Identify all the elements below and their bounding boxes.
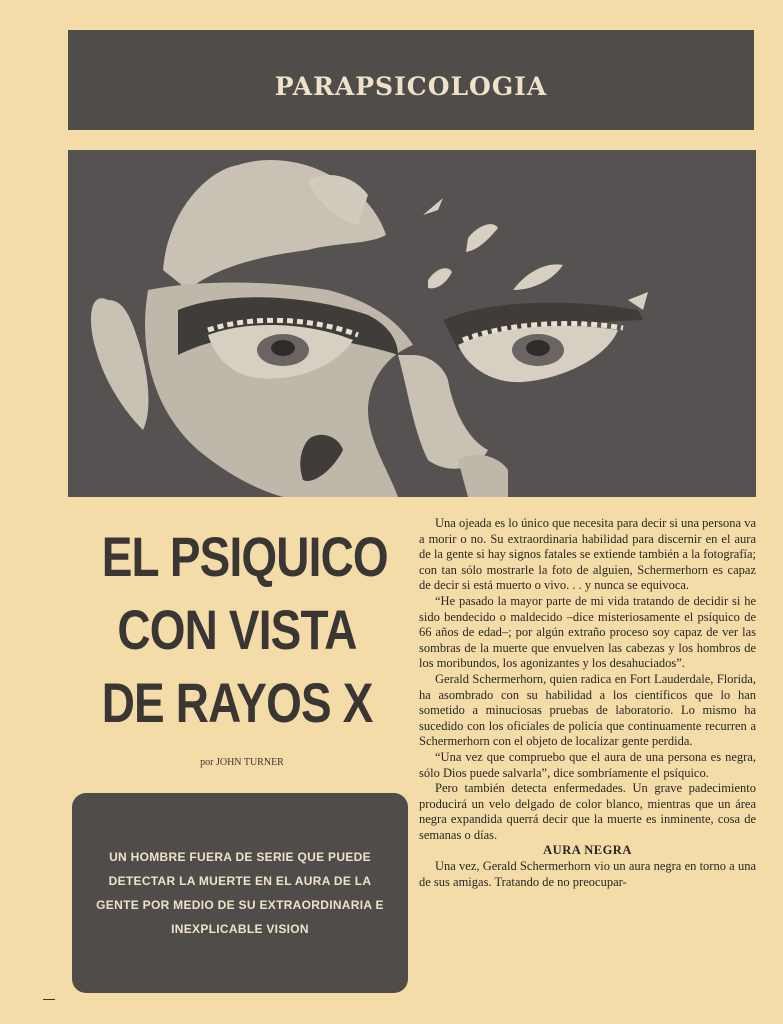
- article-subheading: AURA NEGRA: [543, 843, 632, 858]
- headline-line: EL PSIQUICO: [101, 525, 388, 588]
- article-paragraph: Una ojeada es lo único que necesita para decir si una persona va a morir o no. Su extraordinaria habilidad para discernir en el aura de la gente si hay signos fatales se extiende también a la fotografía; con tan sólo mostrarle la foto de alguien, Schermerhorn es capaz de decir si está muerto o vivo. . . y nunca se equivoca.: [419, 516, 756, 593]
- article-paragraph: “He pasado la mayor parte de mi vida tratando de decidir si he sido bendecido o maldecido –dice misteriosamente el psíquico de 66 años de edad–; por algún extraño proceso soy capaz de ver las sombras de la muerte que envuelven las cabezas y los hombros de los moribundos, los agonizantes y los desahuciados”.: [419, 593, 756, 671]
- hero-illustration: [68, 150, 756, 497]
- margin-mark: [43, 999, 55, 1000]
- section-banner: [68, 30, 754, 130]
- article-headline: [101, 520, 388, 739]
- glaring-face-illustration-icon: [68, 150, 756, 497]
- article-body: [419, 516, 756, 1006]
- blurb-box: [72, 793, 408, 993]
- headline-line: DE RAYOS X: [101, 671, 373, 734]
- section-title: PARAPSICOLOGIA: [274, 71, 548, 101]
- byline: por JOHN TURNER: [200, 757, 284, 768]
- blurb-text: UN HOMBRE FUERA DE SERIE QUE PUEDE DETECTAR LA MUERTE EN EL AURA DE LA GENTE POR MEDIO DE SU EXTRAORDINARIA E INEXPLICABLE VISION: [96, 850, 384, 936]
- article-paragraph: “Una vez que compruebo que el aura de una persona es negra, sólo Dios puede salvarla”, dice sombríamente el psíquico.: [419, 749, 756, 780]
- article-paragraph: Gerald Schermerhorn, quien radica en Fort Lauderdale, Florida, ha asombrado con su habilidad a los científicos que lo han sometido a minuciosas pruebas de laboratorio. Lo mismo ha sucedido con los oficiales de policía que continuamente recurren a Schermerhorn con el objeto de localizar gente perdida.: [419, 671, 756, 749]
- article-paragraph: Pero también detecta enfermedades. Un grave padecimiento producirá un velo delgado de color blanco, mientras que un área negra expandida querrá decir que la muerte es inminente, cosa de semanas o días.: [419, 781, 756, 842]
- article-paragraph: Una vez, Gerald Schermerhorn vio un aura negra en torno a una de sus amigas. Tratando de no preocupar-: [419, 859, 756, 889]
- headline-line: CON VISTA: [117, 598, 357, 661]
